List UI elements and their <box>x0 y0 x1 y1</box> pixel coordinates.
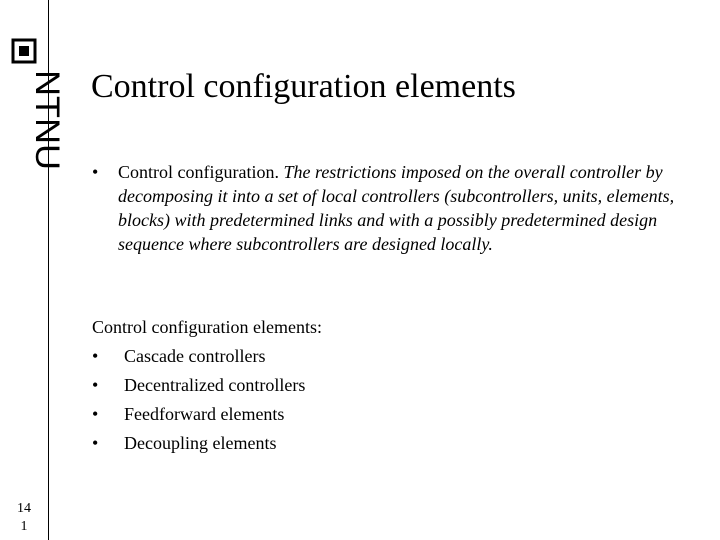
list-item-label: Cascade controllers <box>124 346 266 366</box>
list-bullet: • <box>92 433 99 453</box>
ntnu-logo <box>6 36 66 176</box>
list-item-label: Decoupling elements <box>124 433 277 453</box>
page-number-line1: 14 <box>17 501 31 516</box>
list-item <box>92 400 322 429</box>
definition-block <box>92 160 692 256</box>
sidebar <box>0 0 66 540</box>
svg-text:NTNU: NTNU <box>28 70 66 165</box>
list-item <box>92 342 322 371</box>
list-item <box>92 371 322 400</box>
elements-list-block <box>92 313 322 458</box>
list-item-label: Feedforward elements <box>124 404 285 424</box>
definition-description: The restrictions imposed on the overall controller by decomposing it into a set of local controllers (subcontrollers, units, elements, blocks) with predetermined links and with a possibly predetermined design sequence where subcontrollers are designed locally. <box>118 162 675 254</box>
list-bullet: • <box>92 404 99 424</box>
elements-list <box>92 342 322 458</box>
elements-heading: Control configuration elements: <box>92 317 322 337</box>
sidebar-divider <box>48 0 49 540</box>
list-item <box>92 429 322 458</box>
definition-term: Control configuration. <box>118 162 279 182</box>
definition-text <box>118 160 692 256</box>
page-number <box>0 500 48 536</box>
list-bullet: • <box>92 346 99 366</box>
list-item-label: Decentralized controllers <box>124 375 306 395</box>
list-bullet: • <box>92 375 99 395</box>
page-number-line2: 1 <box>20 519 28 534</box>
slide-title: Control configuration elements <box>91 68 516 105</box>
definition-bullet: • <box>92 162 99 182</box>
